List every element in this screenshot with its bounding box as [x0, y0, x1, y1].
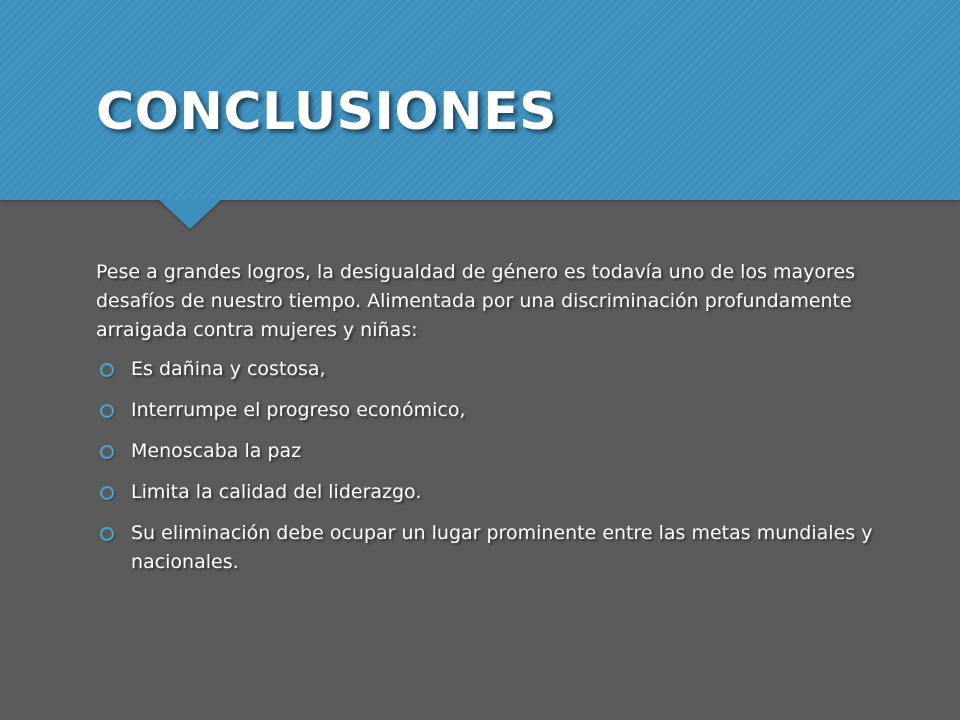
title-band-pointer	[158, 199, 222, 229]
bullet-text: Interrumpe el progreso económico,	[131, 399, 466, 421]
bullet-list	[96, 355, 876, 577]
hollow-circle-icon	[100, 486, 114, 500]
bullet-item	[96, 355, 876, 384]
hollow-circle-icon	[100, 363, 114, 377]
bullet-text: Menoscaba la paz	[131, 440, 302, 462]
bullet-item	[96, 478, 876, 507]
intro-paragraph: Pese a grandes logros, la desigualdad de género es todavía uno de los mayores desafíos de nuestro tiempo. Alimentada por una discriminación profundamente arraigada contra mujeres y niñas:	[96, 261, 856, 341]
slide-body	[96, 258, 876, 589]
hollow-circle-icon	[100, 527, 114, 541]
bullet-text: Su eliminación debe ocupar un lugar prominente entre las metas mundiales y nacionales.	[131, 522, 873, 573]
bullet-text: Limita la calidad del liderazgo.	[131, 481, 422, 503]
hollow-circle-icon	[100, 404, 114, 418]
bullet-item	[96, 437, 876, 466]
hollow-circle-icon	[100, 445, 114, 459]
slide-title: CONCLUSIONES	[96, 82, 558, 142]
bullet-item	[96, 396, 876, 425]
bullet-item	[96, 519, 876, 577]
bullet-text: Es dañina y costosa,	[131, 358, 326, 380]
